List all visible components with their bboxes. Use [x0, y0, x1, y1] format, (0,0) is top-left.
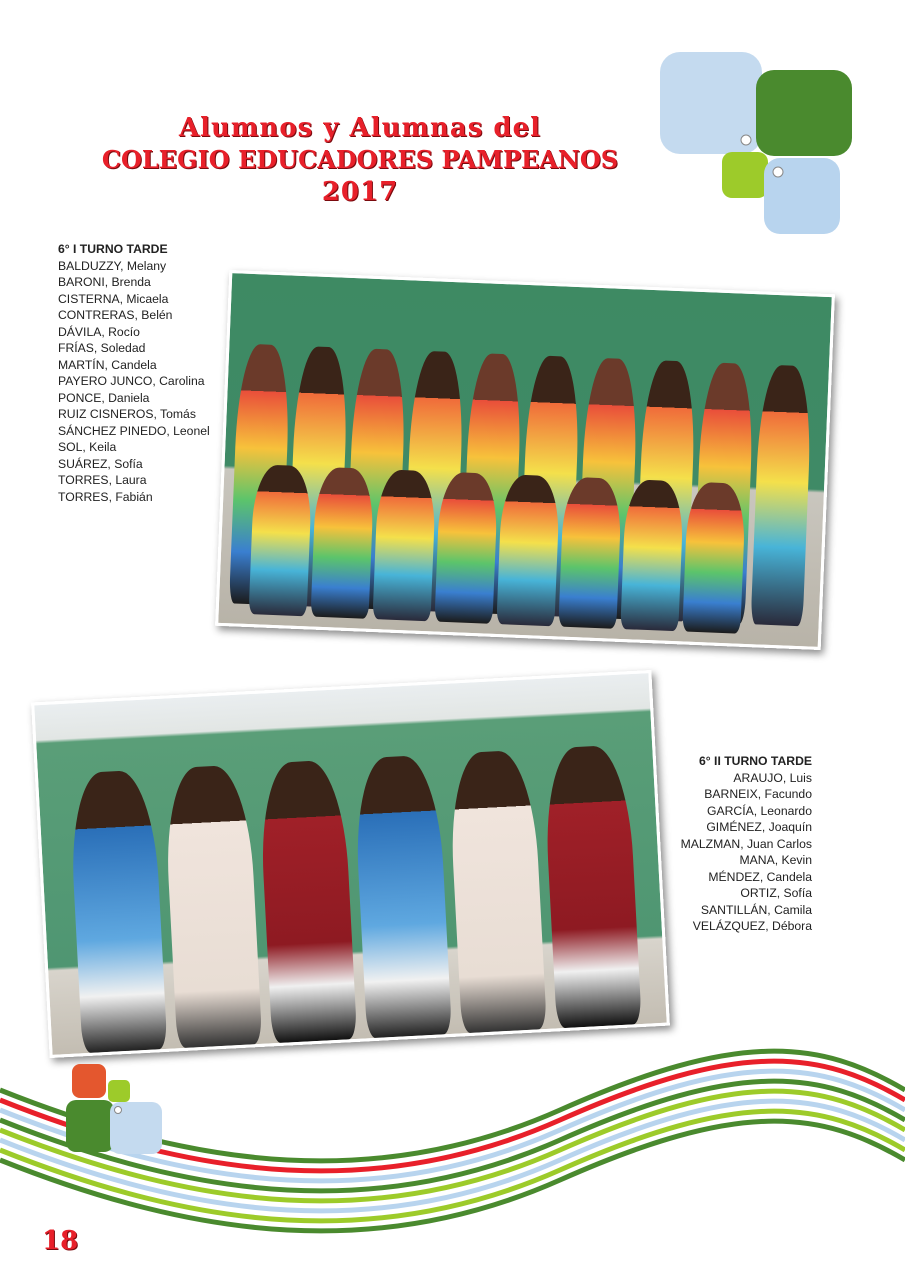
- student-figure: [496, 474, 560, 626]
- list-heading: 6° I TURNO TARDE: [58, 242, 168, 256]
- student-list-6-ii: [681, 753, 812, 935]
- title-line-3: 2017: [321, 177, 399, 207]
- student-figure: [447, 749, 547, 1033]
- student-figure: [352, 754, 452, 1038]
- student-name: BARONI, Brenda: [58, 275, 151, 289]
- student-figure: [542, 744, 642, 1028]
- student-name: BALDUZZY, Melany: [58, 258, 167, 273]
- group-photo-6-i: [215, 270, 835, 650]
- list-heading: 6° II TURNO TARDE: [699, 754, 812, 768]
- student-name: BARNEIX, Facundo: [704, 787, 812, 801]
- page-number: 18: [42, 1226, 79, 1256]
- student-figure: [68, 769, 168, 1053]
- student-name: CISTERNA, Micaela: [58, 291, 169, 306]
- student-name: SUÁREZ, Sofía: [58, 456, 143, 471]
- student-figure: [249, 464, 313, 616]
- student-figure: [372, 469, 436, 621]
- student-name: MÉNDEZ, Candela: [708, 869, 812, 884]
- student-name: MALZMAN, Juan Carlos: [680, 836, 812, 851]
- student-name: GIMÉNEZ, Joaquín: [706, 820, 812, 834]
- student-figure: [620, 479, 684, 631]
- decor-squares-bottom: [62, 1062, 172, 1162]
- student-name: TORRES, Fabián: [58, 489, 153, 504]
- student-name: VELÁZQUEZ, Débora: [692, 919, 812, 933]
- student-figure: [258, 759, 358, 1043]
- decor-squares-top: [660, 52, 860, 237]
- page-title: [60, 112, 660, 208]
- student-name: MANA, Kevin: [739, 853, 812, 867]
- student-name: SANTILLÁN, Camila: [700, 902, 812, 917]
- student-name: ARAUJO, Luis: [733, 770, 812, 785]
- student-name: RUIZ CISNEROS, Tomás: [58, 407, 196, 421]
- student-name: TORRES, Laura: [58, 473, 147, 487]
- student-name: DÁVILA, Rocío: [58, 324, 140, 339]
- student-name: SOL, Keila: [58, 440, 117, 454]
- student-figure: [434, 472, 498, 624]
- student-figure: [558, 477, 622, 629]
- student-name: PAYERO JUNCO, Carolina: [58, 374, 205, 388]
- title-line-2: COLEGIO EDUCADORES PAMPEANOS: [101, 145, 619, 174]
- student-list-6-i: [58, 241, 210, 505]
- student-name: FRÍAS, Soledad: [58, 341, 146, 355]
- title-line-1: Alumnos y Alumnas del: [178, 113, 542, 143]
- student-name: GARCÍA, Leonardo: [706, 803, 812, 818]
- student-name: MARTÍN, Candela: [58, 357, 157, 372]
- student-name: ORTIZ, Sofía: [740, 886, 812, 900]
- student-name: PONCE, Daniela: [58, 390, 150, 405]
- student-figure: [163, 764, 263, 1048]
- student-name: CONTRERAS, Belén: [58, 308, 173, 322]
- student-figure: [311, 467, 375, 619]
- group-photo-6-ii: [31, 670, 670, 1058]
- student-figure: [751, 364, 813, 626]
- student-figure: [682, 482, 746, 634]
- student-name: SÁNCHEZ PINEDO, Leonel: [58, 423, 210, 438]
